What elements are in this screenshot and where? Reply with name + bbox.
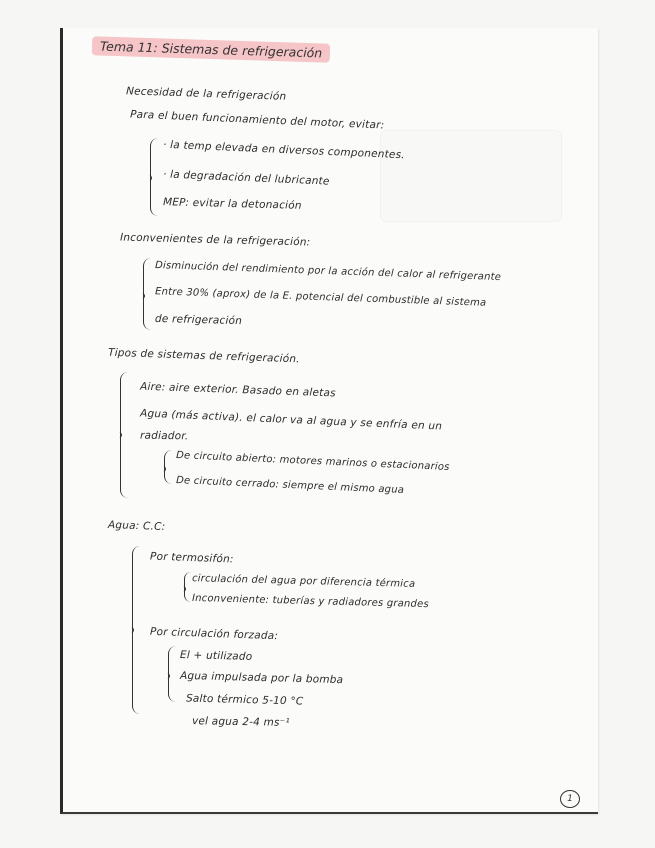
heading-inconvenientes: Inconvenientes de la refrigeración: bbox=[119, 231, 311, 249]
inconvenientes-item: Entre 30% (aprox) de la E. potencial del combustible al sistema bbox=[154, 286, 487, 309]
inconvenientes-item: de refrigeración bbox=[154, 312, 243, 328]
forzada-item: El + utilizado bbox=[179, 649, 253, 663]
show-through-mark bbox=[380, 130, 562, 222]
page-title: Tema 11: Sistemas de refrigeración bbox=[92, 36, 331, 62]
forzada-item: Agua impulsada por la bomba bbox=[179, 669, 344, 687]
brace-circuitos bbox=[164, 450, 172, 484]
necesidad-intro: Para el buen funcionamiento del motor, evitar: bbox=[129, 108, 385, 132]
forzada-item: Salto térmico 5-10 °C bbox=[185, 692, 304, 708]
heading-necesidad: Necesidad de la refrigeración bbox=[125, 85, 287, 103]
necesidad-item: MEP: evitar la detonación bbox=[162, 196, 302, 212]
forzada-item: vel agua 2-4 ms⁻¹ bbox=[191, 715, 290, 729]
brace-necesidad bbox=[150, 138, 159, 216]
tipos-agua-cont: radiador. bbox=[139, 429, 189, 443]
forzada-label: Por circulación forzada: bbox=[149, 625, 279, 643]
termosifon-item: circulación del agua por diferencia térmica bbox=[191, 573, 416, 590]
brace-agua-cc bbox=[132, 546, 142, 714]
termosifon-label: Por termosifón: bbox=[149, 550, 234, 566]
necesidad-item: · la temp elevada en diversos componentes. bbox=[162, 138, 406, 162]
brace-forzada bbox=[168, 646, 176, 702]
heading-agua-cc: Agua: C.C: bbox=[107, 519, 166, 533]
inconvenientes-item: Disminución del rendimiento por la acción del calor al refrigerante bbox=[154, 259, 502, 284]
heading-tipos: Tipos de sistemas de refrigeración. bbox=[107, 346, 300, 366]
circuito-cerrado: De circuito cerrado: siempre el mismo agua bbox=[175, 475, 405, 496]
tipos-aire: Aire: aire exterior. Basado en aletas bbox=[139, 380, 336, 400]
tipos-agua: Agua (más activa). el calor va al agua y se enfría en un bbox=[139, 407, 443, 433]
termosifon-item: Inconveniente: tuberías y radiadores grandes bbox=[191, 592, 429, 611]
brace-termosifon bbox=[184, 572, 191, 602]
page-number: 1 bbox=[560, 790, 580, 808]
brace-tipos bbox=[120, 372, 129, 498]
necesidad-item: · la degradación del lubricante bbox=[162, 168, 330, 188]
brace-inconvenientes bbox=[143, 258, 152, 330]
circuito-abierto: De circuito abierto: motores marinos o estacionarios bbox=[175, 450, 450, 473]
